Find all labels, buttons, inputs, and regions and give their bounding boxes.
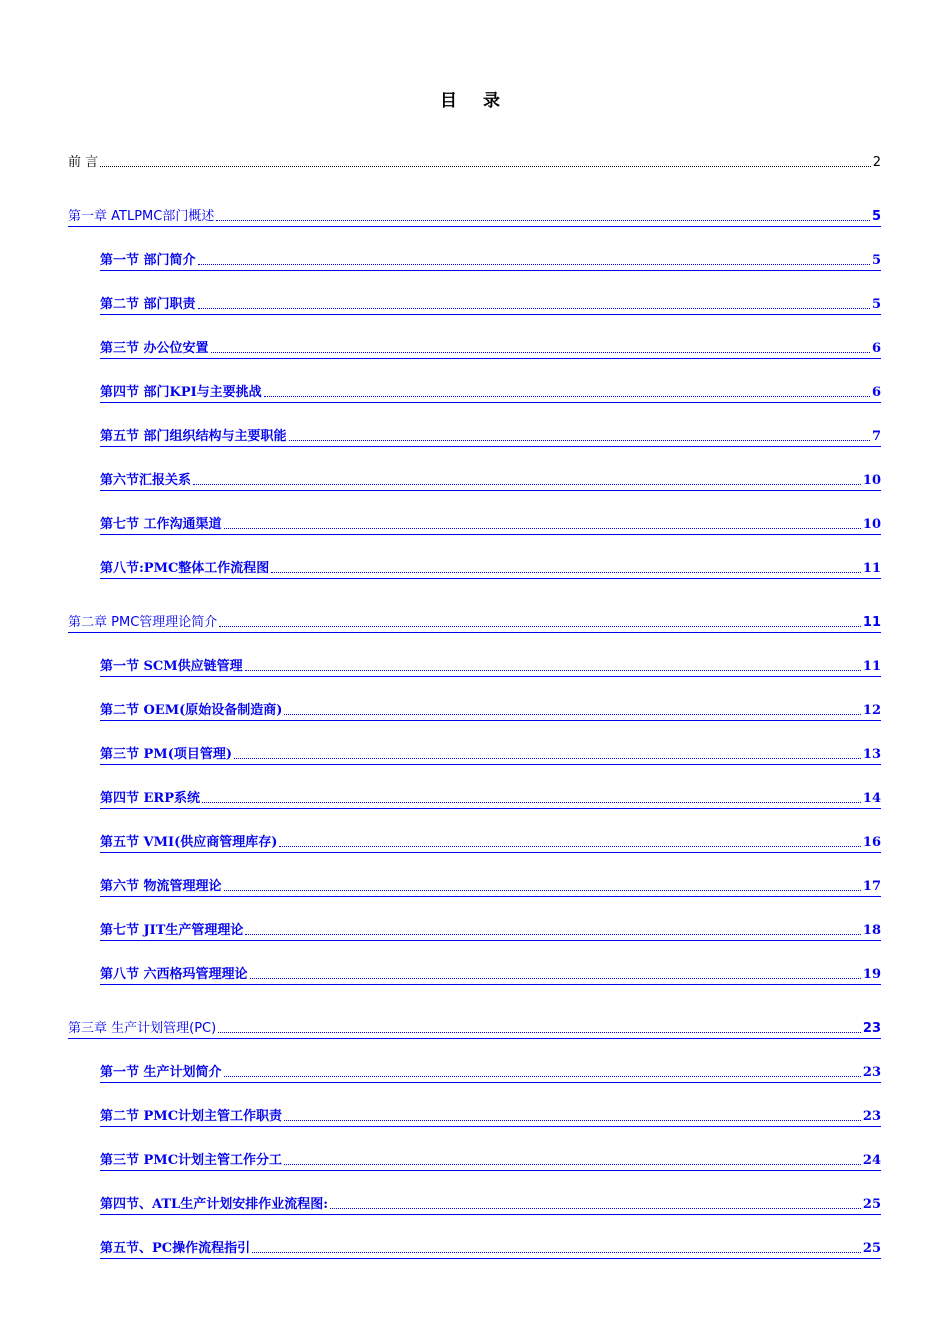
toc-page-number: 13 — [862, 747, 881, 762]
toc-entry-label: 第六节汇报关系 — [100, 473, 192, 488]
toc-leader — [224, 890, 861, 891]
toc-section[interactable] — [100, 250, 881, 271]
toc-leader — [234, 758, 861, 759]
toc-entry-label: 第八节 六西格玛管理理论 — [100, 967, 248, 982]
toc-entry-label: 第五节 部门组织结构与主要职能 — [100, 429, 287, 444]
toc-entry-label: 第七节 工作沟通渠道 — [100, 517, 222, 532]
toc-page-number: 14 — [862, 791, 881, 806]
toc-section[interactable] — [100, 382, 881, 403]
toc-leader — [198, 308, 870, 309]
toc-chapter-2[interactable] — [68, 612, 881, 633]
toc-section[interactable] — [100, 832, 881, 853]
toc-entry-label: 第二节 PMC计划主管工作职责 — [100, 1109, 283, 1124]
toc-entry-label: 第二章 PMC管理理论简介 — [68, 615, 218, 630]
toc-entry-label: 第一节 生产计划简介 — [100, 1065, 222, 1080]
toc-leader — [330, 1208, 861, 1209]
toc-chapter-1[interactable] — [68, 206, 881, 227]
toc-section[interactable] — [100, 920, 881, 941]
toc-entry-label: 第三节 PM(项目管理) — [100, 747, 232, 762]
toc-section[interactable] — [100, 514, 881, 535]
toc-page-number: 11 — [862, 659, 881, 674]
toc-entry-label: 前 言 — [68, 155, 99, 170]
toc-section[interactable] — [100, 1238, 881, 1259]
toc-entry-label: 第五节、PC操作流程指引 — [100, 1241, 251, 1256]
toc-leader — [198, 264, 870, 265]
toc-leader — [202, 802, 861, 803]
toc-section[interactable] — [100, 788, 881, 809]
toc-entry-label: 第三节 办公位安置 — [100, 341, 209, 356]
toc-entry-label: 第五节 VMI(供应商管理库存) — [100, 835, 278, 850]
page-title: 目 录 — [440, 91, 510, 111]
toc-page-number: 25 — [862, 1241, 881, 1256]
toc-leader — [284, 1120, 861, 1121]
toc-page-number: 5 — [871, 253, 881, 268]
toc-page-number: 25 — [862, 1197, 881, 1212]
toc-leader — [218, 1032, 861, 1033]
toc-section[interactable] — [100, 426, 881, 447]
toc-entry-label: 第三章 生产计划管理(PC) — [68, 1021, 217, 1036]
toc-page-number: 5 — [871, 209, 881, 224]
toc-leader — [250, 978, 861, 979]
toc-page-number: 10 — [862, 517, 881, 532]
toc-page-number: 24 — [862, 1153, 881, 1168]
toc-leader — [216, 220, 870, 221]
toc-section[interactable] — [100, 876, 881, 897]
toc-section[interactable] — [100, 338, 881, 359]
toc-leader — [252, 1252, 861, 1253]
toc-leader — [279, 846, 861, 847]
toc-section[interactable] — [100, 470, 881, 491]
toc-entry-label: 第二节 部门职责 — [100, 297, 196, 312]
toc-page-number: 16 — [862, 835, 881, 850]
toc-section[interactable] — [100, 964, 881, 985]
toc-page-number: 7 — [871, 429, 881, 444]
toc-section[interactable] — [100, 558, 881, 579]
toc-leader — [264, 396, 870, 397]
toc-leader — [219, 626, 861, 627]
toc-section[interactable] — [100, 656, 881, 677]
toc-leader — [245, 670, 861, 671]
toc-page-number: 18 — [862, 923, 881, 938]
toc-section[interactable] — [100, 1106, 881, 1127]
toc-entry-label: 第六节 物流管理理论 — [100, 879, 222, 894]
toc-page-number: 6 — [871, 341, 881, 356]
toc-entry-label: 第四节、ATL生产计划安排作业流程图: — [100, 1197, 328, 1212]
toc-page-number: 19 — [862, 967, 881, 982]
toc-page-number: 11 — [862, 615, 881, 630]
toc-entry-label: 第八节:PMC整体工作流程图 — [100, 561, 270, 576]
toc-page-number: 23 — [862, 1109, 881, 1124]
toc-page-number: 10 — [862, 473, 881, 488]
toc-page-number: 23 — [862, 1065, 881, 1080]
toc-chapter-3[interactable] — [68, 1018, 881, 1039]
toc-entry-label: 第四节 部门KPI与主要挑战 — [100, 385, 262, 400]
toc-leader — [193, 484, 861, 485]
toc-entry-label: 第七节 JIT生产管理理论 — [100, 923, 244, 938]
toc-page-number: 2 — [872, 155, 881, 170]
toc-leader — [224, 1076, 861, 1077]
toc-entry-label: 第一节 SCM供应链管理 — [100, 659, 243, 674]
toc-section[interactable] — [100, 1062, 881, 1083]
toc-leader — [224, 528, 861, 529]
toc-entry-preface[interactable] — [68, 152, 881, 172]
toc-entry-label: 第一节 部门简介 — [100, 253, 196, 268]
toc-leader — [211, 352, 870, 353]
toc-section[interactable] — [100, 1194, 881, 1215]
toc-section[interactable] — [100, 1150, 881, 1171]
toc-leader — [271, 572, 861, 573]
toc-entry-label: 第四节 ERP系统 — [100, 791, 201, 806]
toc-entry-label: 第一章 ATLPMC部门概述 — [68, 209, 215, 224]
toc-page-number: 11 — [862, 561, 881, 576]
toc-page-number: 12 — [862, 703, 881, 718]
toc-page-number: 23 — [862, 1021, 881, 1036]
toc-entry-label: 第二节 OEM(原始设备制造商) — [100, 703, 283, 718]
toc-page-number: 17 — [862, 879, 881, 894]
toc-page-number: 6 — [871, 385, 881, 400]
toc-entry-label: 第三节 PMC计划主管工作分工 — [100, 1153, 283, 1168]
toc-leader — [245, 934, 860, 935]
toc-leader — [289, 440, 870, 441]
toc-leader — [284, 714, 860, 715]
toc-section[interactable] — [100, 294, 881, 315]
toc-section[interactable] — [100, 744, 881, 765]
toc-section[interactable] — [100, 700, 881, 721]
toc-page-number: 5 — [871, 297, 881, 312]
toc-leader — [284, 1164, 861, 1165]
toc-leader — [100, 166, 871, 167]
